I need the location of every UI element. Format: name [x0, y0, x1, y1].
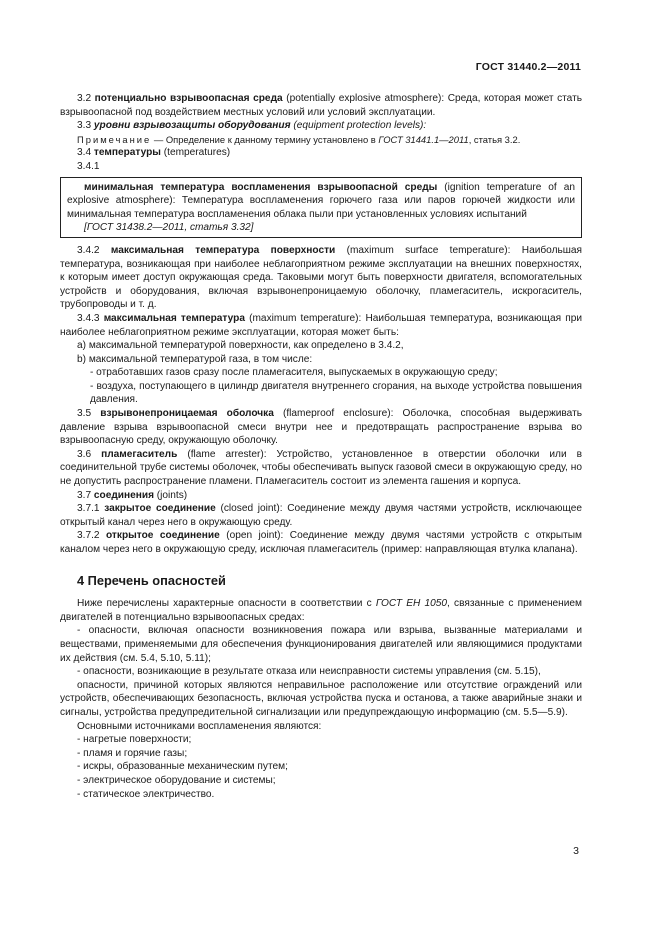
- clause-3-6: [60, 448, 582, 489]
- intro-reference: ГОСТ ЕН 1050: [375, 598, 448, 610]
- document-header: ГОСТ 31440.2—2011: [475, 61, 581, 73]
- clause-number: 3.4: [77, 147, 94, 159]
- boxed-definition: [67, 181, 575, 222]
- note-text-end: , статья 3.2.: [468, 133, 521, 145]
- note-label: Примечание: [77, 133, 152, 145]
- note-reference: ГОСТ 31441.1—2011: [378, 133, 469, 145]
- boxed-source: [ГОСТ 31438.2—2011, статья 3.32]: [84, 222, 254, 234]
- clause-3-4-2: [60, 244, 582, 312]
- boxed-term: минимальная температура воспламенения взрывоопасной среды: [84, 181, 438, 193]
- quoted-definition-box: [60, 177, 582, 238]
- ignition-source-item: - нагретые поверхности;: [77, 734, 192, 746]
- clause-text: (closed joint): Соединение между двумя частями устройств, исключающее открытый канал через него в окружающую среду.: [60, 503, 582, 528]
- clause-text: (flame arrester): Устройство, установленное в отверстии оболочки или в соединительной трубе системы оболочек, чтобы обеспечивать выпуск газовой смеси в окружающую среду, но не допустить распространение пламени. Пламегаситель состоит из элемента гашения и корпуса.: [60, 448, 582, 488]
- clause-3-3: [60, 119, 582, 133]
- hazard-item: - опасности, возникающие в результате отказа или неисправности системы управления (см. 5.15),: [77, 666, 541, 678]
- document-body: [60, 92, 582, 801]
- dash-item: - отработавших газов сразу после пламегасителя, выпускаемых в окружающую среду;: [90, 367, 498, 379]
- clause-term: открытое соединение: [106, 530, 220, 542]
- clause-text: (maximum surface temperature): Наибольшая температура, возникающая при наиболее неблагоприятном режиме эксплуатации на внешних поверхностях, к которым имеет доступ окружающая среда. Таковыми могут быть поверхности двигателя, вспомогательных устройств и оборудования, включая взрывонепроницаемую оболочку, пламегаситель, искрогаситель, трубопроводы и т. д.: [60, 244, 582, 311]
- clause-text: (flameproof enclosure): Оболочка, способная выдерживать давление взрыва взрывоопасной смеси внутри нее и предотвращать распространение взрыва во взрывоопасную среду, окружающую оболочку.: [60, 408, 583, 447]
- clause-number: 3.6: [77, 448, 102, 460]
- list-item-b: b) максимальной температурой газа, в том числе:: [77, 353, 313, 365]
- clause-number: 3.5: [77, 408, 101, 420]
- hazard-paragraph: опасности, причиной которых являются неправильное расположение или отсутствие ограждений или устройств, обеспечивающих безопасность, включая устройства пуска и останова, а также аварийные знаки и сигналы, устройства предупредительной сигнализации или предупреждающую информацию (см. 5.5—5.9).: [60, 679, 582, 718]
- clause-3-4: [60, 146, 582, 160]
- clause-3-7-2: [60, 529, 582, 556]
- intro-text-end: , связанные с применением двигателей в потенциально взрывоопасных средах:: [60, 598, 583, 623]
- clause-number: 3.3: [77, 120, 94, 132]
- clause-text: (maximum temperature): Наибольшая температура, возникающая при наиболее неблагоприятном режиме эксплуатации, которая может быть:: [60, 312, 582, 338]
- clause-3-7-1: [60, 502, 582, 529]
- clause-text: (open joint): Соединение между двумя частями устройств с открытым каналом через него в окружающую среду, исключая пламегаситель (пример: направляющая втулка клапана).: [60, 530, 582, 555]
- clause-term: максимальная температура поверхности: [110, 244, 336, 256]
- clause-term: закрытое соединение: [104, 503, 216, 515]
- note: [60, 133, 582, 147]
- clause-number: 3.4.1: [77, 160, 100, 172]
- intro-text: Ниже перечислены характерные опасности в соответствии с: [77, 598, 376, 610]
- clause-term: уровни взрывозащиты оборудования: [93, 120, 291, 132]
- clause-term: потенциально взрывоопасная среда: [94, 93, 283, 104]
- list-item-a: а) максимальной температурой поверхности, как определено в 3.4.2,: [77, 340, 404, 352]
- clause-3-7: [60, 489, 582, 503]
- dash-item: - воздуха, поступающего в цилиндр двигателя внутреннего сгорания, на выходе устройства повышения давления.: [90, 380, 582, 406]
- clause-text: (equipment protection levels):: [290, 120, 427, 132]
- ignition-sources-intro: Основными источниками воспламенения являются:: [77, 720, 322, 732]
- clause-term: максимальная температура: [103, 312, 245, 324]
- note-text: — Определение к данному термину установлено в: [151, 133, 379, 145]
- ignition-source-item: - искры, образованные механическим путем;: [77, 761, 288, 773]
- clause-3-5: [60, 407, 582, 448]
- clause-term: пламегаситель: [101, 448, 178, 460]
- section-intro: [60, 597, 582, 624]
- section-heading: 4 Перечень опасностей: [77, 572, 226, 588]
- clause-number: 3.4.3: [77, 312, 104, 324]
- clause-3-2: [60, 92, 582, 119]
- ignition-source-item: - статическое электричество.: [77, 788, 215, 800]
- ignition-source-item: - пламя и горячие газы;: [77, 747, 188, 759]
- clause-term: взрывонепроницаемая оболочка: [100, 408, 274, 420]
- clause-text: (temperatures): [160, 147, 231, 159]
- page-number: 3: [573, 845, 579, 857]
- clause-number: 3.4.2: [77, 244, 111, 256]
- clause-number: 3.7.2: [77, 530, 106, 542]
- clause-number: 3.7.1: [77, 503, 105, 515]
- clause-text: (potentially explosive atmosphere): Среда, которая может стать взрывоопасной под воздействием местных условий или условий эксплуатации.: [60, 93, 582, 118]
- clause-term: соединения: [93, 489, 154, 501]
- hazard-item: - опасности, включая опасности возникновения пожара или взрыва, вызванные материалами и веществами, применяемыми для обеспечения функционирования двигателей или являющимися продуктами их действия (см. 5.4, 5.10, 5.11);: [60, 625, 582, 664]
- ignition-source-item: - электрическое оборудование и системы;: [77, 774, 276, 786]
- clause-3-4-3: [60, 312, 582, 339]
- clause-term: температуры: [93, 147, 161, 159]
- clause-number: 3.2: [77, 93, 95, 104]
- boxed-text: (ignition temperature of an explosive atmosphere): Температура воспламенения горючего газа или паров горючей жидкости или минимальная температура воспламенения облака пыли при установленных условиях испытаний: [67, 181, 575, 220]
- clause-text: (joints): [153, 489, 188, 501]
- clause-number: 3.7: [77, 489, 94, 501]
- clause-3-4-1: [60, 160, 582, 174]
